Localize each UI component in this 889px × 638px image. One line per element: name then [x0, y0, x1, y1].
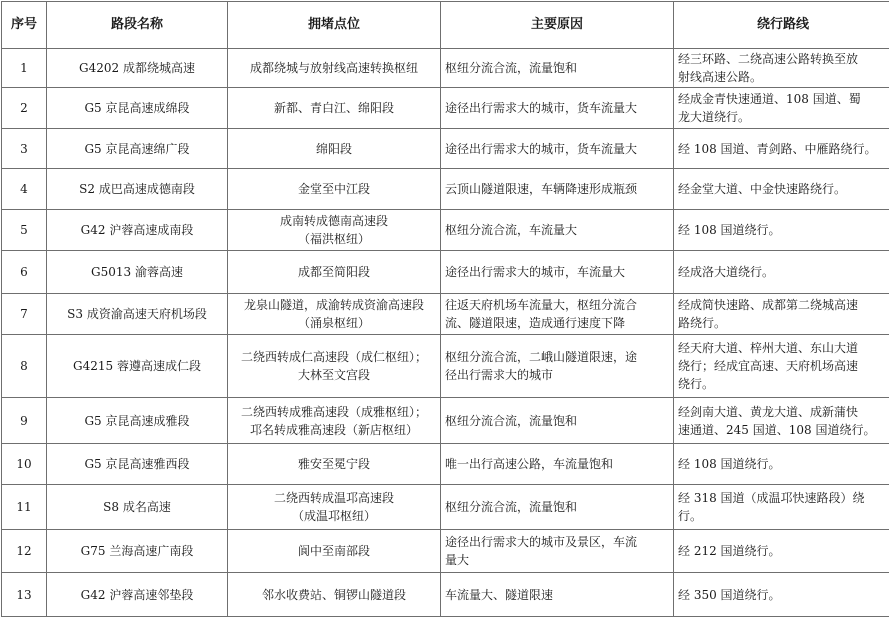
- header-detour-route: 绕行路线: [674, 2, 889, 49]
- cell-main-reason-line: 枢纽分流合流，车流量大: [445, 223, 578, 237]
- cell-congestion-point: [228, 444, 441, 485]
- cell-detour-route-line: 经成洛大道绕行。: [678, 265, 775, 279]
- cell-index: 8: [2, 335, 47, 398]
- cell-detour-route: [674, 251, 889, 294]
- cell-main-reason: [441, 444, 674, 485]
- cell-road-name: G75 兰海高速广南段: [47, 530, 228, 573]
- table-body: [2, 49, 889, 617]
- cell-main-reason-line: 枢纽分流合流，流量饱和: [445, 413, 578, 428]
- cell-index: 13: [2, 573, 47, 617]
- cell-main-reason-line: 量大: [445, 553, 470, 567]
- header-road-name: 路段名称: [47, 2, 228, 49]
- cell-main-reason-line: 途径出行需求大的城市，货车流量大: [445, 141, 638, 156]
- cell-detour-route: [674, 573, 889, 617]
- cell-road-name: G4202 成都绕城高速: [47, 49, 228, 88]
- cell-road-name: G5 京昆高速绵广段: [47, 129, 228, 169]
- cell-main-reason: [441, 129, 674, 169]
- cell-detour-route: [674, 210, 889, 251]
- cell-congestion-point: [228, 49, 441, 88]
- header-main-reason: 主要原因: [441, 2, 674, 49]
- cell-detour-route-line: 路绕行。: [678, 316, 727, 330]
- table-row: [2, 251, 889, 294]
- cell-main-reason: [441, 530, 674, 573]
- table-row: [2, 335, 889, 398]
- cell-congestion-point: [228, 335, 441, 398]
- cell-index: 12: [2, 530, 47, 573]
- cell-detour-route-line: 行。: [678, 509, 703, 523]
- cell-main-reason: [441, 573, 674, 617]
- cell-congestion-point: [228, 530, 441, 573]
- cell-detour-route-line: 经三环路、二绕高速公路转换至放: [678, 52, 859, 66]
- cell-road-name: S2 成巴高速成德南段: [47, 169, 228, 210]
- cell-detour-route-line: 绕行；经成宜高速、天府机场高速: [678, 359, 859, 373]
- cell-congestion-point: [228, 573, 441, 617]
- cell-detour-route-line: 经剑南大道、黄龙大道、成新蒲快: [678, 404, 859, 419]
- cell-road-name: G5 京昆高速成雅段: [47, 398, 228, 444]
- cell-index: 6: [2, 251, 47, 294]
- cell-road-name: G5013 渝蓉高速: [47, 251, 228, 294]
- cell-congestion-point: [228, 129, 441, 169]
- cell-road-name: G4215 蓉遵高速成仁段: [47, 335, 228, 398]
- cell-detour-route-line: 经 108 国道绕行。: [678, 223, 781, 237]
- cell-congestion-point-line: （福洪枢纽）: [297, 232, 370, 246]
- cell-road-name: G42 沪蓉高速成南段: [47, 210, 228, 251]
- table-row: [2, 88, 889, 129]
- cell-detour-route-line: 经 108 国道绕行。: [678, 457, 781, 471]
- traffic-congestion-table: [1, 1, 889, 617]
- cell-road-name: S8 成名高速: [47, 485, 228, 530]
- cell-detour-route-line: 经 108 国道、青剑路、中雁路绕行。: [678, 141, 877, 156]
- cell-main-reason-line: 途径出行需求大的城市及景区，车流: [445, 535, 638, 549]
- cell-index: 11: [2, 485, 47, 530]
- cell-main-reason-line: 径出行需求大的城市: [445, 368, 554, 382]
- cell-congestion-point-line: 雅安至冕宁段: [297, 457, 370, 471]
- header-index: 序号: [2, 2, 47, 49]
- cell-detour-route-line: 经成金青快速通道、108 国道、蜀: [678, 92, 861, 106]
- cell-detour-route-line: 绕行。: [678, 377, 715, 391]
- cell-detour-route: [674, 530, 889, 573]
- cell-congestion-point-line: 大林至文宫段: [297, 368, 370, 382]
- header-congestion-point: 拥堵点位: [228, 2, 441, 49]
- cell-detour-route: [674, 294, 889, 335]
- cell-detour-route: [674, 49, 889, 88]
- cell-detour-route-line: 经天府大道、梓州大道、东山大道: [678, 341, 859, 355]
- cell-road-name: G5 京昆高速成绵段: [47, 88, 228, 129]
- cell-main-reason-line: 途径出行需求大的城市，车流量大: [445, 265, 626, 279]
- cell-congestion-point-line: 邻水收费站、铜锣山隧道段: [261, 587, 406, 602]
- cell-detour-route-line: 经 212 国道绕行。: [678, 544, 781, 558]
- cell-congestion-point: [228, 88, 441, 129]
- cell-detour-route: [674, 129, 889, 169]
- cell-main-reason: [441, 251, 674, 294]
- cell-congestion-point-line: 新都、青白江、绵阳段: [273, 101, 394, 115]
- table-row: [2, 210, 889, 251]
- cell-main-reason-line: 枢纽分流合流，流量饱和: [445, 61, 578, 75]
- cell-main-reason-line: 途径出行需求大的城市，货车流量大: [445, 101, 638, 115]
- cell-main-reason: [441, 169, 674, 210]
- cell-congestion-point-line: 二绕西转成温邛高速段: [273, 491, 394, 505]
- cell-congestion-point: [228, 294, 441, 335]
- cell-main-reason-line: 枢纽分流合流，二峨山隧道限速，途: [445, 350, 638, 364]
- cell-main-reason: [441, 88, 674, 129]
- table-row: [2, 530, 889, 573]
- cell-main-reason: [441, 398, 674, 444]
- cell-detour-route: [674, 335, 889, 398]
- cell-congestion-point-line: 绵阳段: [315, 141, 352, 156]
- cell-road-name: G42 沪蓉高速邻垫段: [47, 573, 228, 617]
- cell-detour-route: [674, 444, 889, 485]
- cell-detour-route-line: 龙大道绕行。: [678, 110, 751, 124]
- cell-congestion-point-line: 二绕西转成雅高速段（成雅枢纽）；: [240, 404, 427, 419]
- cell-main-reason-line: 流、隧道限速，造成通行速度下降: [445, 316, 626, 330]
- cell-congestion-point-line: （成温邛枢纽）: [291, 509, 376, 523]
- cell-main-reason: [441, 210, 674, 251]
- cell-index: 9: [2, 398, 47, 444]
- cell-detour-route-line: 经金堂大道、中金快速路绕行。: [678, 182, 847, 196]
- cell-main-reason: [441, 485, 674, 530]
- cell-detour-route-line: 速通道、245 国道、108 国道绕行。: [678, 422, 876, 437]
- cell-congestion-point-line: 金堂至中江段: [297, 182, 370, 196]
- table-row: [2, 398, 889, 444]
- cell-congestion-point-line: 二绕西转成仁高速段（成仁枢纽）；: [240, 350, 427, 364]
- cell-main-reason-line: 云顶山隧道限速，车辆降速形成瓶颈: [445, 182, 638, 196]
- table-row: [2, 573, 889, 617]
- cell-main-reason-line: 唯一出行高速公路，车流量饱和: [445, 457, 614, 471]
- cell-congestion-point-line: 成南转成德南高速段: [279, 214, 388, 228]
- cell-detour-route: [674, 398, 889, 444]
- cell-congestion-point: [228, 398, 441, 444]
- table-header-row: [2, 2, 889, 49]
- table-row: [2, 444, 889, 485]
- cell-index: 4: [2, 169, 47, 210]
- cell-congestion-point: [228, 210, 441, 251]
- cell-congestion-point: [228, 169, 441, 210]
- cell-road-name: G5 京昆高速雅西段: [47, 444, 228, 485]
- cell-detour-route-line: 经 350 国道绕行。: [678, 587, 781, 602]
- cell-main-reason: [441, 49, 674, 88]
- table-row: [2, 485, 889, 530]
- cell-road-name: S3 成资渝高速天府机场段: [47, 294, 228, 335]
- cell-detour-route-line: 射线高速公路。: [678, 70, 763, 84]
- cell-congestion-point-line: 成都绕城与放射线高速转换枢纽: [249, 61, 418, 75]
- cell-main-reason-line: 车流量大、隧道限速: [445, 587, 554, 602]
- table-row: [2, 129, 889, 169]
- cell-index: 10: [2, 444, 47, 485]
- cell-main-reason: [441, 294, 674, 335]
- cell-detour-route: [674, 88, 889, 129]
- table-row: [2, 169, 889, 210]
- cell-detour-route-line: 经 318 国道（成温邛快速路段）绕: [678, 491, 865, 505]
- cell-congestion-point-line: 阆中至南部段: [297, 544, 370, 558]
- cell-congestion-point-line: 邛名转成雅高速段（新店枢纽）: [249, 422, 418, 437]
- cell-index: 1: [2, 49, 47, 88]
- cell-main-reason-line: 枢纽分流合流，流量饱和: [445, 500, 578, 514]
- cell-congestion-point-line: 龙泉山隧道，成渝转成资渝高速段: [243, 298, 424, 312]
- cell-main-reason: [441, 335, 674, 398]
- cell-detour-route: [674, 485, 889, 530]
- cell-index: 7: [2, 294, 47, 335]
- cell-index: 3: [2, 129, 47, 169]
- cell-congestion-point: [228, 485, 441, 530]
- cell-detour-route-line: 经成简快速路、成都第二绕城高速: [678, 298, 859, 312]
- cell-congestion-point: [228, 251, 441, 294]
- cell-detour-route: [674, 169, 889, 210]
- cell-index: 2: [2, 88, 47, 129]
- table-row: [2, 294, 889, 335]
- table-row: [2, 49, 889, 88]
- cell-congestion-point-line: （涌泉枢纽）: [297, 316, 370, 330]
- cell-main-reason-line: 往返天府机场车流量大，枢纽分流合: [445, 298, 638, 312]
- cell-index: 5: [2, 210, 47, 251]
- cell-congestion-point-line: 成都至简阳段: [297, 265, 370, 279]
